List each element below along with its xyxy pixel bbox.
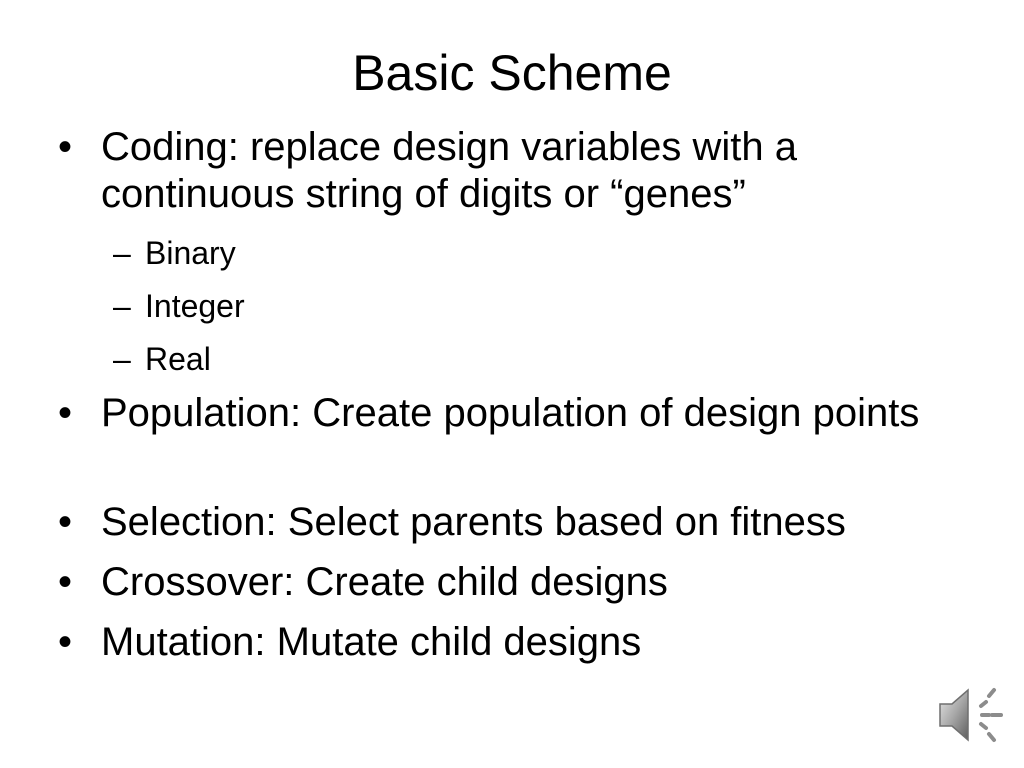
slide-title: Basic Scheme xyxy=(352,45,672,101)
bullet-marker: • xyxy=(58,620,73,664)
bullet-text: Coding: replace design variables with a continuous string of digits or “genes” xyxy=(101,125,797,216)
sub-bullet-marker: – xyxy=(113,235,131,271)
bullet-text: Selection: Select parents based on fitness xyxy=(101,500,846,544)
bullet-crossover xyxy=(58,559,958,609)
sub-bullet-text: Binary xyxy=(145,235,236,271)
bullet-population xyxy=(58,390,958,490)
bullet-marker: • xyxy=(58,125,73,169)
bullet-marker: • xyxy=(58,560,73,604)
speaker-icon[interactable] xyxy=(934,682,1006,748)
bullet-marker: • xyxy=(58,500,73,544)
sub-bullet-marker: – xyxy=(113,288,131,324)
bullet-text: Population: Create population of design points xyxy=(101,391,920,435)
bullet-selection xyxy=(58,499,958,549)
sub-bullet-binary xyxy=(113,234,713,272)
bullet-text: Crossover: Create child designs xyxy=(101,560,668,604)
sub-bullet-integer xyxy=(113,287,713,325)
sub-bullet-text: Real xyxy=(145,341,211,377)
sub-bullet-text: Integer xyxy=(145,288,245,324)
bullet-coding xyxy=(58,124,958,224)
sub-bullet-real xyxy=(113,340,713,378)
bullet-text: Mutation: Mutate child designs xyxy=(101,620,642,664)
bullet-mutation xyxy=(58,619,958,669)
sub-bullet-marker: – xyxy=(113,341,131,377)
bullet-marker: • xyxy=(58,391,73,435)
